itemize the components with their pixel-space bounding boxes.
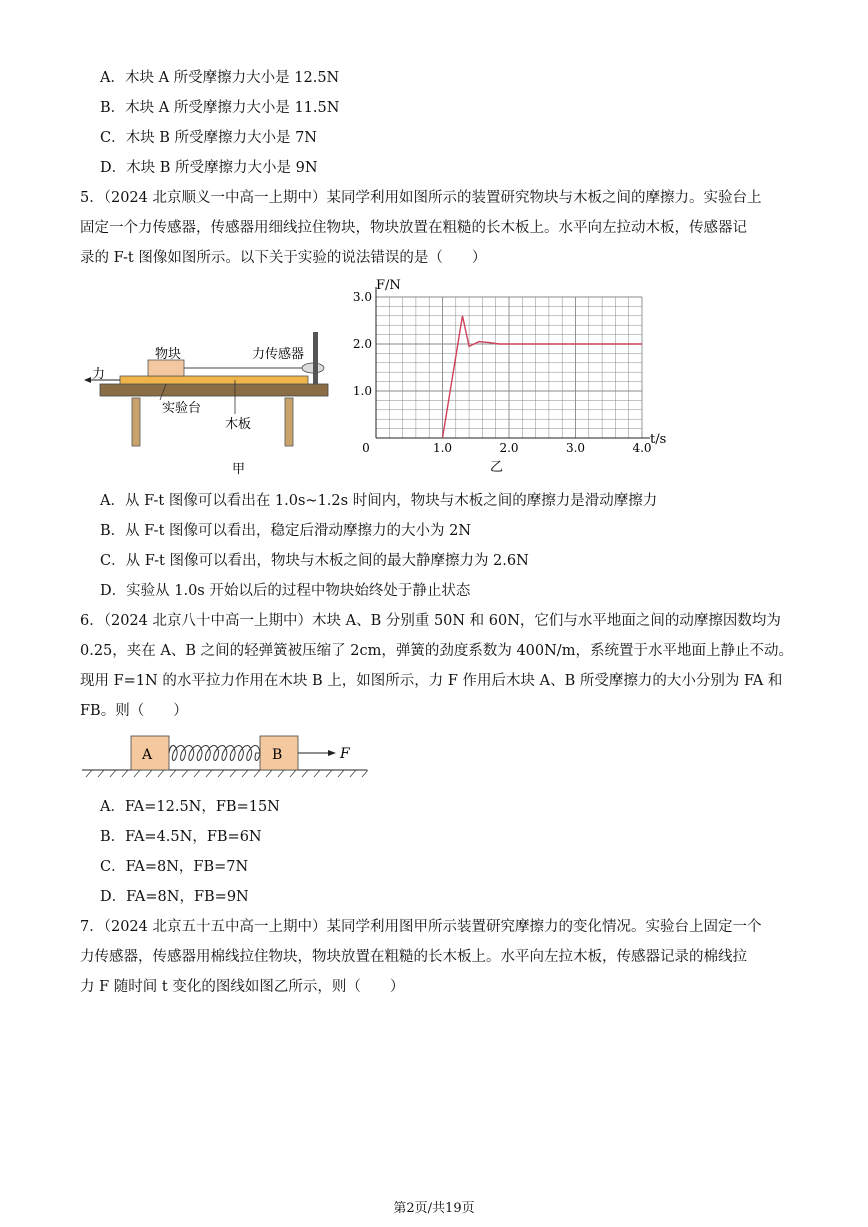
q6-stem-line-1: 6．（2024 北京八十中高一上期中）木块 A、B 分别重 50N 和 60N，它们与水平地面之间的动摩擦因数均为: [80, 613, 781, 629]
page-footer: 第2页/共19页: [393, 1201, 475, 1216]
q6-option-d: D．FA=8N，FB=9N: [100, 889, 249, 905]
x-tick-label: 0: [362, 441, 370, 455]
q6-stem-line-3: 现用 F=1N 的水平拉力作用在木块 B 上，如图所示，力 F 作用后木块 A、B 所受摩擦力的大小分别为 FA 和: [80, 673, 783, 689]
q4-option-d: D．木块 B 所受摩擦力大小是 9N: [100, 160, 318, 176]
q5-option-c: C．从 F-t 图像可以看出，物块与木板之间的最大静摩擦力为 2.6N: [100, 553, 529, 569]
y-tick-label: 1.0: [352, 384, 372, 398]
fig-b-caption: 乙: [490, 460, 504, 475]
block-label: 物块: [155, 347, 182, 362]
q7-stem-line-1: 7．（2024 北京五十五中高一上期中）某同学利用图甲所示装置研究摩擦力的变化情况。实验台上固定一个: [80, 919, 762, 935]
force-label: 力: [92, 367, 106, 382]
chart-xlabel: t/s: [650, 432, 667, 447]
q6-option-a: A．FA=12.5N，FB=15N: [100, 799, 280, 815]
q5-option-d: D．实验从 1.0s 开始以后的过程中物块始终处于静止状态: [100, 583, 471, 599]
q5-stem-line-1: 5．（2024 北京顺义一中高一上期中）某同学利用如图所示的装置研究物块与木板之间的摩擦力。实验台上: [80, 190, 762, 206]
table-label: 实验台: [162, 401, 202, 416]
q5-option-b: B．从 F-t 图像可以看出，稳定后滑动摩擦力的大小为 2N: [100, 523, 472, 539]
x-tick-label: 1.0: [432, 441, 453, 455]
q4-option-a: A．木块 A 所受摩擦力大小是 12.5N: [100, 70, 340, 86]
q5-stem-line-2: 固定一个力传感器，传感器用细线拉住物块，物块放置在粗糙的长木板上。水平向左拉动木板，传感器记: [80, 220, 747, 236]
x-tick-label: 2.0: [499, 441, 519, 455]
fig-a-caption: 甲: [232, 462, 246, 477]
q5-stem-line-3: 录的 F-t 图像如图所示。以下关于实验的说法错误的是（ ）: [80, 250, 487, 266]
block-a-label: A: [142, 747, 153, 763]
x-tick-label: 3.0: [565, 441, 586, 455]
sensor-label: 力传感器: [252, 347, 305, 362]
q6-option-c: C．FA=8N，FB=7N: [100, 859, 249, 875]
chart-grid: [376, 297, 642, 438]
q7-stem-line-3: 力 F 随时间 t 变化的图线如图乙所示，则（ ）: [80, 979, 405, 995]
q6-stem-line-2: 0.25，夹在 A、B 之间的轻弹簧被压缩了 2cm，弹簧的劲度系数为 400N/m，系统置于水平地面上静止不动。: [80, 643, 793, 659]
x-tick-label: 4.0: [632, 441, 652, 455]
force-f-label: F: [340, 746, 350, 762]
q6-option-b: B．FA=4.5N，FB=6N: [100, 829, 262, 845]
q6-spring-figure: [82, 735, 372, 783]
q6-stem-line-4: FB。则（ ）: [80, 703, 188, 719]
q5-option-a: A．从 F-t 图像可以看出在 1.0s~1.2s 时间内，物块与木板之间的摩擦力是滑动摩擦力: [100, 493, 658, 509]
q4-option-b: B．木块 A 所受摩擦力大小是 11.5N: [100, 100, 340, 116]
y-tick-label: 3.0: [352, 290, 372, 304]
board-label: 木板: [225, 417, 252, 432]
q7-stem-line-2: 力传感器，传感器用棉线拉住物块，物块放置在粗糙的长木板上。水平向左拉木板，传感器记录的棉线拉: [80, 949, 747, 965]
spring: [169, 746, 260, 761]
series-line: [443, 316, 643, 438]
y-tick-label: 2.0: [352, 337, 372, 351]
chart-ylabel: F/N: [376, 278, 401, 293]
q5-apparatus-figure: [80, 320, 340, 480]
q5-ft-chart: [340, 275, 680, 475]
block-b-label: B: [272, 747, 283, 763]
q4-option-c: C．木块 B 所受摩擦力大小是 7N: [100, 130, 317, 146]
